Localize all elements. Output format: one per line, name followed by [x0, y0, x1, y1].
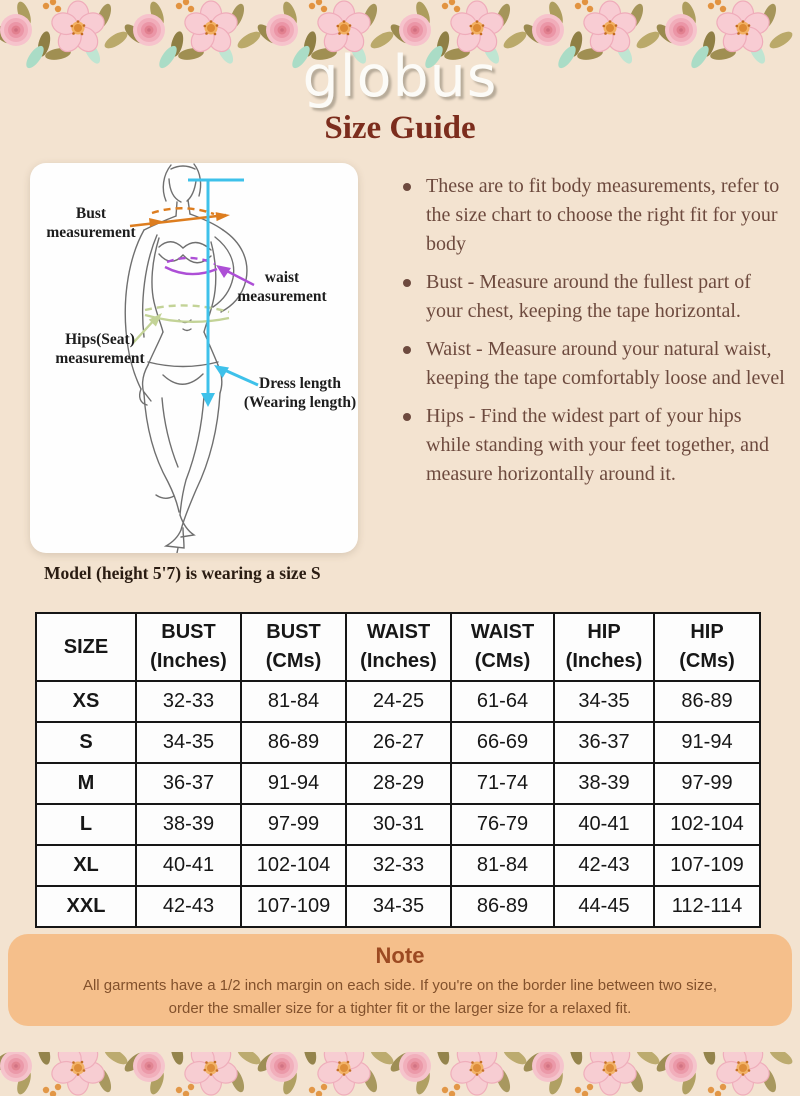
size-cell: L: [36, 804, 136, 845]
column-header: SIZE: [36, 613, 136, 681]
list-item: [400, 268, 786, 326]
table-row: [36, 763, 760, 804]
value-cell: 91-94: [654, 722, 760, 763]
flower-garland-icon: [0, 1052, 800, 1096]
size-cell: M: [36, 763, 136, 804]
table-row: [36, 681, 760, 722]
value-cell: 102-104: [241, 845, 346, 886]
instruction-text: Hips - Find the widest part of your hips while standing with your feet together, and measure horizontally around it.: [426, 405, 769, 485]
value-cell: 97-99: [654, 763, 760, 804]
value-cell: 97-99: [241, 804, 346, 845]
table-row: [36, 845, 760, 886]
instruction-text: These are to fit body measurements, refer to the size chart to choose the right fit for your body: [426, 175, 780, 255]
value-cell: 42-43: [554, 845, 654, 886]
model-size-caption: Model (height 5'7) is wearing a size S: [44, 563, 321, 583]
waist-label: waist measurement: [237, 269, 327, 305]
value-cell: 86-89: [451, 886, 554, 927]
size-cell: XS: [36, 681, 136, 722]
value-cell: 44-45: [554, 886, 654, 927]
floral-border-bottom: [0, 1052, 800, 1096]
note-box: [8, 934, 792, 1026]
size-chart-table: [35, 612, 761, 928]
bust-label: Bust measurement: [46, 205, 136, 241]
value-cell: 61-64: [451, 681, 554, 722]
value-cell: 91-94: [241, 763, 346, 804]
table-row: [36, 804, 760, 845]
value-cell: 26-27: [346, 722, 451, 763]
value-cell: 102-104: [654, 804, 760, 845]
value-cell: 86-89: [654, 681, 760, 722]
size-cell: XL: [36, 845, 136, 886]
value-cell: 32-33: [346, 845, 451, 886]
value-cell: 24-25: [346, 681, 451, 722]
list-item: [400, 172, 786, 259]
value-cell: 28-29: [346, 763, 451, 804]
value-cell: 32-33: [136, 681, 241, 722]
value-cell: 40-41: [136, 845, 241, 886]
value-cell: 30-31: [346, 804, 451, 845]
value-cell: 34-35: [554, 681, 654, 722]
instruction-text: Bust - Measure around the fullest part of your chest, keeping the tape horizontal.: [426, 271, 751, 322]
column-header: BUST (CMs): [241, 613, 346, 681]
column-header: HIP (CMs): [654, 613, 760, 681]
measurement-instructions: [400, 172, 786, 498]
column-header: BUST (Inches): [136, 613, 241, 681]
note-body: All garments have a 1/2 inch margin on each side. If you're on the border line between two size, order the smaller size for a tighter fit or the larger size for a relaxed fit.: [82, 977, 718, 1018]
value-cell: 81-84: [451, 845, 554, 886]
table-row: [36, 722, 760, 763]
value-cell: 107-109: [654, 845, 760, 886]
brand-logo: globus: [302, 44, 498, 110]
column-header: HIP (Inches): [554, 613, 654, 681]
table-row: [36, 886, 760, 927]
instruction-text: Waist - Measure around your natural waist, keeping the tape comfortably loose and level: [426, 338, 785, 389]
page-title: Size Guide: [324, 110, 476, 146]
hips-label: Hips(Seat) measurement: [55, 331, 145, 367]
measurement-diagram-card: [30, 163, 358, 553]
table-header-row: [36, 613, 760, 681]
value-cell: 107-109: [241, 886, 346, 927]
value-cell: 36-37: [136, 763, 241, 804]
value-cell: 38-39: [136, 804, 241, 845]
size-cell: S: [36, 722, 136, 763]
value-cell: 81-84: [241, 681, 346, 722]
value-cell: 66-69: [451, 722, 554, 763]
list-item: [400, 402, 786, 489]
value-cell: 40-41: [554, 804, 654, 845]
value-cell: 76-79: [451, 804, 554, 845]
list-item: [400, 335, 786, 393]
value-cell: 36-37: [554, 722, 654, 763]
size-cell: XXL: [36, 886, 136, 927]
value-cell: 86-89: [241, 722, 346, 763]
value-cell: 34-35: [346, 886, 451, 927]
value-cell: 71-74: [451, 763, 554, 804]
dress-length-label: Dress length (Wearing length): [243, 375, 357, 411]
value-cell: 42-43: [136, 886, 241, 927]
value-cell: 34-35: [136, 722, 241, 763]
column-header: WAIST (CMs): [451, 613, 554, 681]
value-cell: 112-114: [654, 886, 760, 927]
value-cell: 38-39: [554, 763, 654, 804]
note-title: Note: [375, 943, 425, 968]
column-header: WAIST (Inches): [346, 613, 451, 681]
